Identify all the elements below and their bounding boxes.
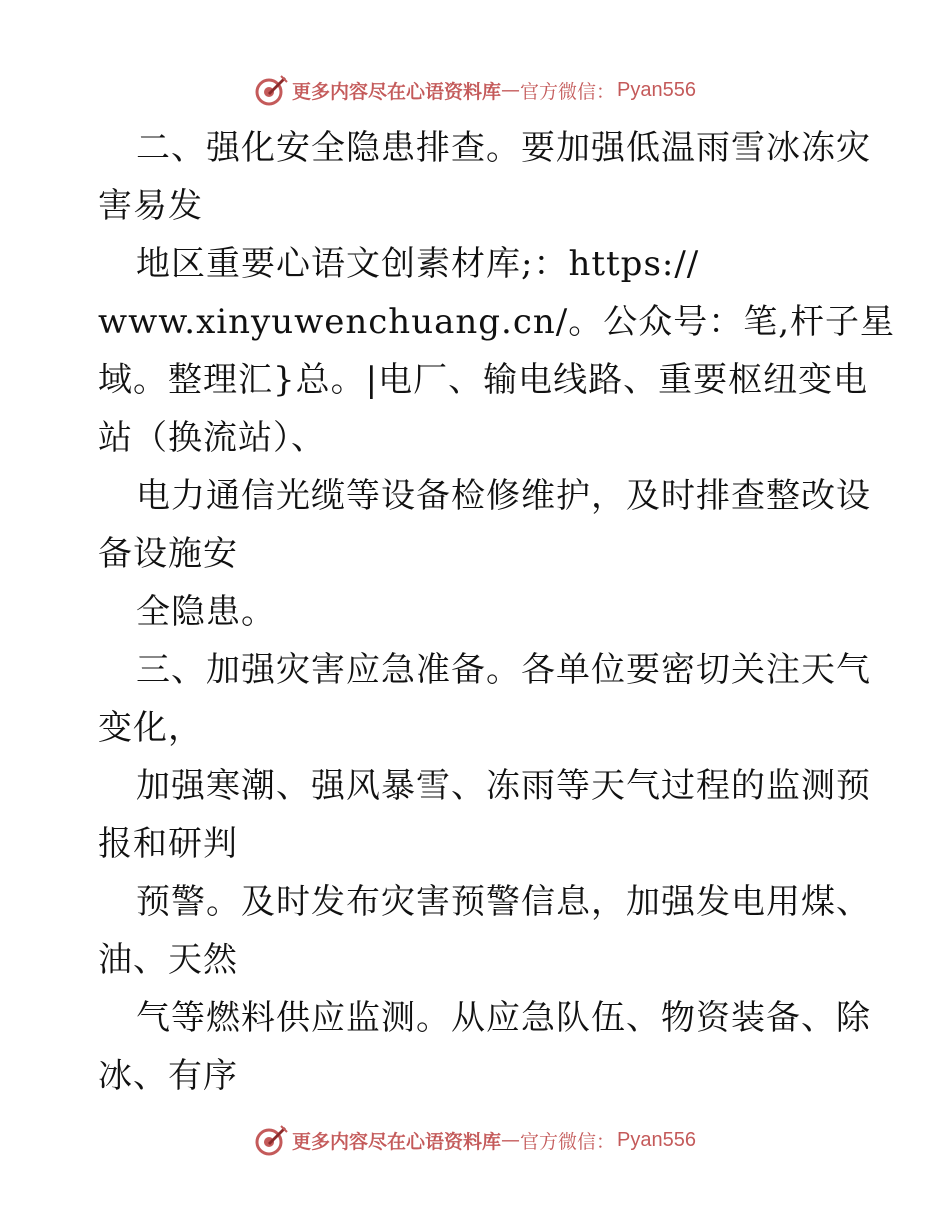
banner-separator: — xyxy=(501,1129,521,1151)
text-line: 气等燃料供应监测。从应急队伍、物资装备、除 xyxy=(136,998,871,1038)
banner-wechat-label: 官方微信： xyxy=(520,1130,616,1153)
banner-wechat-id: Pyan556 xyxy=(617,78,696,101)
pen-logo-icon xyxy=(254,1123,288,1157)
document-body xyxy=(98,119,896,1105)
text-line: 站（换流站）、 xyxy=(98,418,326,458)
text-line: 害易发 xyxy=(98,186,203,226)
text-line: www.xinyuwenchuang.cn/。公众号：笔,杆子星 xyxy=(98,302,896,342)
text-line: 预警。及时发布灾害预警信息，加强发电用煤、 xyxy=(136,882,871,922)
text-line: 报和研判 xyxy=(98,824,238,864)
text-line: 域。整理汇}总。|电厂、输电线路、重要枢纽变电 xyxy=(98,360,869,400)
text-line: 加强寒潮、强风暴雪、冻雨等天气过程的监测预 xyxy=(136,766,871,806)
banner-wechat-label: 官方微信： xyxy=(520,80,616,103)
text-line: 二、强化安全隐患排查。要加强低温雨雪冰冻灾 xyxy=(136,128,871,168)
header-watermark-banner xyxy=(0,70,950,110)
text-line: 地区重要心语文创素材库;：https:// xyxy=(136,244,700,284)
text-line: 三、加强灾害应急准备。各单位要密切关注天气 xyxy=(136,650,871,690)
banner-main-text: 更多内容尽在心语资料库 xyxy=(292,80,502,103)
pen-logo-icon xyxy=(254,73,288,107)
banner-wechat-id: Pyan556 xyxy=(617,1128,696,1151)
text-line: 冰、有序 xyxy=(98,1056,238,1096)
text-line: 全隐患。 xyxy=(136,592,276,632)
footer-watermark-banner xyxy=(0,1120,950,1160)
text-line: 电力通信光缆等设备检修维护，及时排查整改设 xyxy=(136,476,871,516)
text-line: 油、天然 xyxy=(98,940,238,980)
banner-main-text: 更多内容尽在心语资料库 xyxy=(292,1130,502,1153)
banner-separator: — xyxy=(501,79,521,101)
text-line: 备设施安 xyxy=(98,534,238,574)
text-line: 变化， xyxy=(98,708,203,748)
